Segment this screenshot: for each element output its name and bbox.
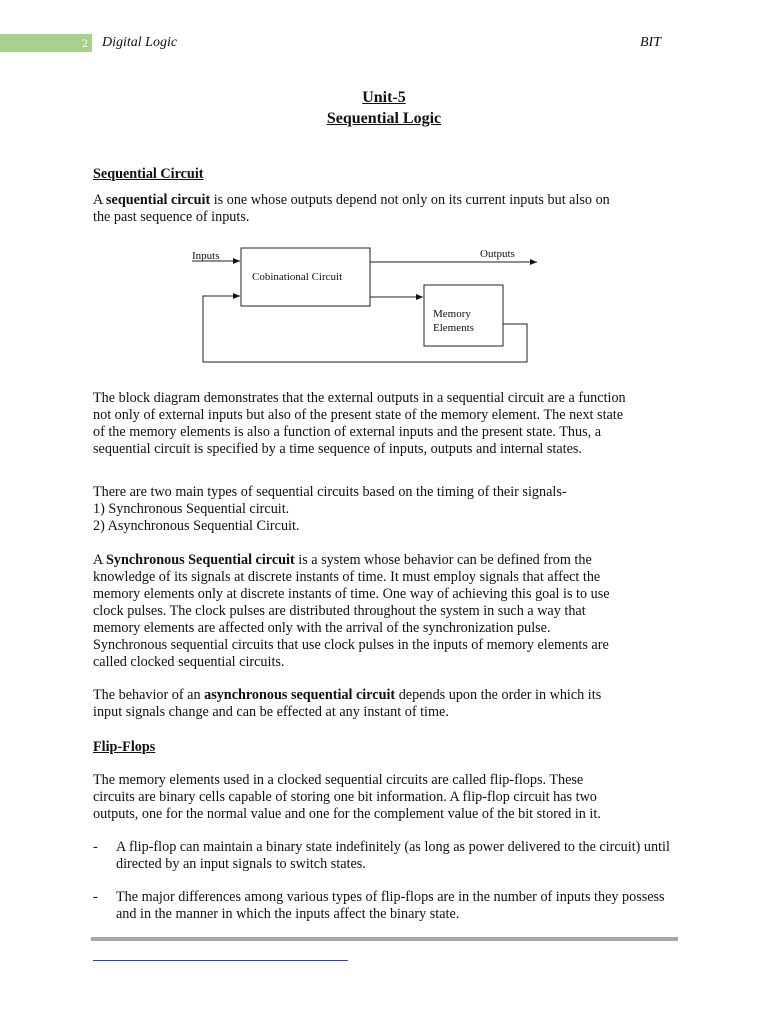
bullet-text: A flip-flop can maintain a binary state indefinitely (as long as power delivered to the circuit) until directed by an input signals to switch states.	[116, 839, 670, 872]
paragraph-line: of the memory elements is also a function of external inputs and the present state. Thus, a	[93, 424, 601, 440]
paragraph-line: Synchronous sequential circuits that use clock pulses in the inputs of memory elements are	[93, 637, 609, 653]
bullet-text: The major differences among various types of flip-flops are in the number of inputs they possess and in the manner in which the inputs affect the binary state.	[116, 889, 665, 922]
synchronous-line-1-rest: is a system whose behavior can be defined from the	[294, 552, 592, 568]
paragraph-line: memory elements only at discrete instants of time. One way of achieving this goal is to use	[93, 586, 610, 602]
paragraph-line: clock pulses. The clock pulses are distributed throughout the system in such a way that	[93, 603, 586, 619]
combinational-label: Cobinational Circuit	[252, 271, 343, 283]
intro-line-1-rest: is one whose outputs depend not only on its current inputs but also on	[210, 192, 610, 208]
paragraph-line: The block diagram demonstrates that the external outputs in a sequential circuit are a function	[93, 390, 626, 406]
section-heading-sequential-circuit: Sequential Circuit	[93, 166, 204, 182]
paragraph-line: The memory elements used in a clocked sequential circuits are called flip-flops. These	[93, 772, 584, 788]
paragraph-line: not only of external inputs but also of the present state of the memory element. The next state	[93, 407, 624, 423]
footer-divider	[91, 937, 678, 941]
paragraph-line: circuits are binary cells capable of storing one bit information. A flip-flop circuit has two	[93, 789, 597, 805]
paragraph-line: sequential circuit is specified by a time sequence of inputs, outputs and internal states.	[93, 441, 582, 457]
asynchronous-line-1-rest: depends upon the order in which its	[395, 687, 602, 703]
intro-bold-term: sequential circuit	[106, 192, 211, 208]
list-item-synchronous: 1) Synchronous Sequential circuit.	[93, 501, 290, 517]
header-right-label: BIT	[640, 35, 661, 50]
paragraph-line: knowledge of its signals at discrete instants of time. It must employ signals that affect the	[93, 569, 601, 585]
asynchronous-prefix: The behavior of an	[93, 687, 205, 703]
memory-label-1: Memory	[433, 308, 471, 320]
unit-title: Unit-5	[362, 89, 406, 106]
memory-label-2: Elements	[433, 322, 474, 334]
bullet-dash: -	[93, 839, 98, 855]
paragraph-line: called clocked sequential circuits.	[93, 654, 285, 670]
page-title: Sequential Logic	[326, 110, 442, 127]
synchronous-bold-term: Synchronous Sequential circuit	[106, 552, 295, 568]
page-number: 2	[82, 36, 88, 50]
block-diagram	[180, 240, 550, 370]
bullet-dash: -	[93, 889, 98, 905]
intro-paragraph	[93, 192, 675, 226]
asynchronous-paragraph	[93, 687, 675, 721]
intro-prefix: A	[93, 192, 107, 208]
paragraph-line: There are two main types of sequential circuits based on the timing of their signals-	[93, 484, 567, 500]
paragraph-line: outputs, one for the normal value and one for the complement value of the bit stored in it.	[93, 806, 601, 822]
intro-line-2: the past sequence of inputs.	[93, 209, 250, 225]
outputs-label: Outputs	[480, 248, 515, 260]
footnote-separator	[93, 960, 348, 961]
types-paragraph	[93, 484, 675, 535]
paragraph-line: input signals change and can be effected at any instant of time.	[93, 704, 449, 720]
block-diagram-paragraph	[93, 390, 675, 458]
asynchronous-line-1	[93, 687, 675, 704]
section-heading-flip-flops: Flip-Flops	[93, 739, 156, 755]
list-item-asynchronous: 2) Asynchronous Sequential Circuit.	[93, 518, 300, 534]
flip-flops-paragraph	[93, 772, 675, 823]
header-title: Digital Logic	[102, 35, 178, 50]
synchronous-prefix: A	[93, 552, 107, 568]
paragraph-line: memory elements are affected only with the arrival of the synchronization pulse.	[93, 620, 551, 636]
synchronous-paragraph	[93, 552, 675, 671]
asynchronous-bold-term: asynchronous sequential circuit	[204, 687, 396, 703]
inputs-label: Inputs	[192, 250, 220, 262]
synchronous-line-1	[93, 552, 675, 569]
intro-line-1	[93, 192, 675, 209]
